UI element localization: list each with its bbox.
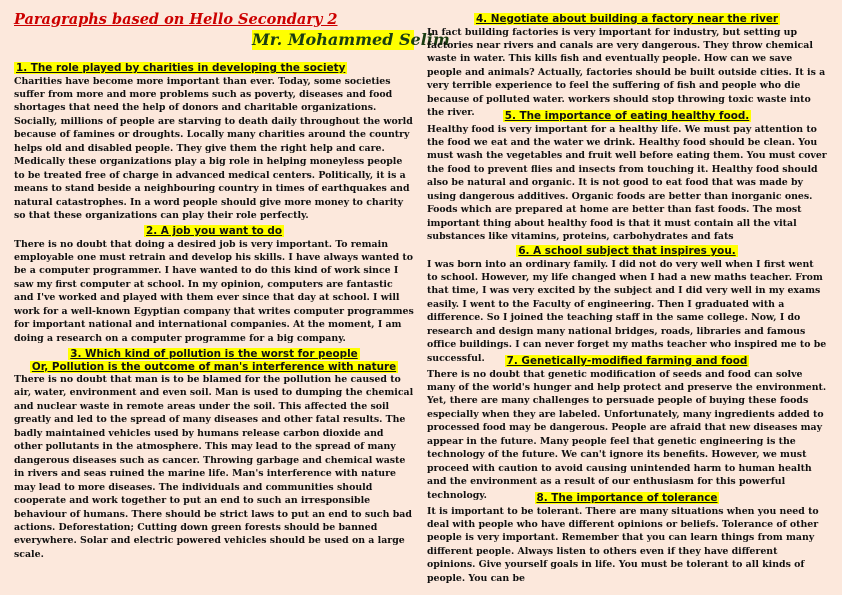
document-title: Paragraphs based on Hello Secondary 2 — [14, 11, 338, 28]
section-charities — [14, 62, 414, 222]
section-body: There is no doubt that genetic modification of seeds and food can solve many of the world's hunger and help protect and preserve the environment. Yet, there are many challenges to persuade people of buying these foods especially when they are labeled. Unfortunately, many ingredients added to processed food may be dangerous. People are afraid that new diseases may appear in the future. Many people feel that genetic engineering is the technology of the future. We can't ignore its benefits. However, we must proceed with caution to avoid causing unintended harm to human health and the environment as a result of our enthusiasm for this powerful technology. — [427, 368, 827, 501]
section-factory — [427, 13, 827, 120]
section-healthy-food — [427, 110, 827, 244]
section-heading: 5. The importance of eating healthy food. — [504, 110, 750, 122]
section-body: It is important to be tolerant. There are many situations when you need to deal with people who have different opinions or beliefs. Tolerance of other people is very important. Remember that you can learn things from many different people. Always listen to others even if they have different opinions. Give yourself goals in life. You must be tolerant to all kinds of people. You can be — [427, 505, 819, 584]
section-heading: 1. The role played by charities in developing the society — [16, 62, 346, 74]
section-body: I was born into an ordinary family. I did not do very well when I first went to school. However, my life changed when I had a new maths teacher. From that time, I was very excited by the subject and I did very well in my exams easily. I went to the Faculty of engineering. Then I graduated with a difference. So I joined the teaching staff in the same college. Now, I do research and design many national bridges, roads, libraries and famous office buildings. I can never forget my maths teacher who inspired me to be successful. — [427, 258, 827, 364]
author-name: Mr. Mohammed Selim — [252, 30, 450, 49]
section-body: There is no doubt that doing a desired job is very important. To remain employable one must retrain and develop his skills. I have always wanted to be a computer programmer. I have wanted to do this kind of work since I saw my first computer at school. In my opinion, computers are fantastic and I've worked and played with them ever since that day at school. I will work for a well-known Egyptian company that writes computer programmes for important national and international companies. At the moment, I am doing a research on a computer programme for a big company. — [14, 238, 414, 344]
section-heading: 3. Which kind of pollution is the worst for people — [70, 348, 358, 360]
section-heading: 2. A job you want to do — [145, 225, 283, 237]
section-body: There is no doubt that man is to be blamed for the pollution he caused to air, water, environment and even soil. Man is used to dumping the chemical and nuclear waste in remote areas under the soil. This affected the soil greatly and led to the spread of many diseases and other fatal results. The badly maintained vehicles used by humans release carbon dioxide and other pollutants in the atmosphere. This may lead to the spread of many dangerous diseases such as cancer. Throwing garbage and chemical waste in rivers and seas ruined the marine life. Man's interference with nature may lead to more diseases. The individuals and communities should cooperate and work together to put an end to such an irresponsible behaviour of humans. There should be strict laws to put an end to such bad actions. Deforestation; Cutting down green forests should be banned everywhere. Solar and electric powered vehicles should be used on a large scale. — [14, 374, 414, 560]
section-job — [14, 225, 414, 345]
section-body: Healthy food is very important for a healthy life. We must pay attention to the food we eat and the water we drink. Healthy food should be clean. You must wash the vegetables and fruit well before eating them. You must cover the food to prevent flies and insects from touching it. Healthy food should also be natural and organic. It is not good to eat food that was made by using dangerous additives. Organic foods are better than inorganic ones. Foods which are prepared at home are better than fast foods. The most important thing about healthy food is that it must contain all the vital substances like vitamins, proteins, carbohydrates and fats — [427, 123, 827, 243]
section-body: In fact building factories is very important for industry, but setting up factories near rivers and canals are very dangerous. They throw chemical waste in water. This kills fish and eventually people. How can we save people and animals? Actually, factories should be built outside cities. It is a very terrible experience to feel the suffering of fish and people who die because of polluted water. workers should stop throwing toxic waste into the river. — [427, 26, 826, 119]
section-heading: 6. A school subject that inspires you. — [518, 245, 736, 257]
section-gm-food — [427, 355, 827, 502]
section-body: Charities have become more important than ever. Today, some societies suffer from more and more problems such as poverty, diseases and food shortages that need the help of donors and charitable organizations. Socially, millions of people are starving to death daily throughout the world because of famines or droughts. Locally many charities around the country helps old and disabled people. They give them the right help and care. Medically these organizations play a big role in helping moneyless people to be treated free of charge in advanced medical centers. Politically, it is a means to stand beside a neighbouring country in times of earthquakes and natural catastrophes. In a word people should give more money to charity so that these organizations can play their role perfectly. — [14, 75, 413, 222]
section-heading: 7. Genetically-modified farming and food — [506, 355, 748, 367]
section-heading: 8. The importance of tolerance — [536, 492, 718, 504]
section-pollution — [14, 348, 414, 561]
section-tolerance — [427, 492, 827, 585]
section-heading: 4. Negotiate about building a factory near the river — [475, 13, 779, 25]
section-subheading: Or, Pollution is the outcome of man's interference with nature — [31, 360, 397, 373]
section-school-subject — [427, 245, 827, 365]
